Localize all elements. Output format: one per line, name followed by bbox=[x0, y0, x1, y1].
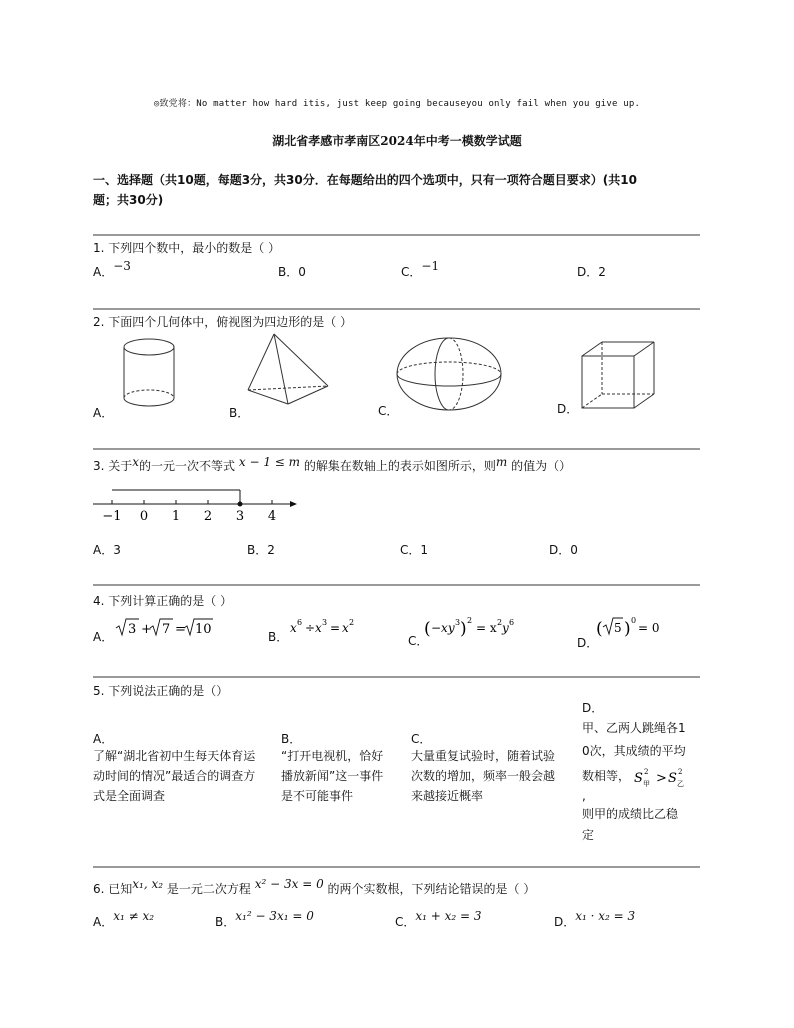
q5-c-label: C． bbox=[411, 732, 432, 746]
svg-text:÷: ÷ bbox=[305, 621, 316, 635]
q2-d-label: D． bbox=[557, 402, 579, 416]
q1-b-label: B． bbox=[278, 265, 299, 279]
q5-b-label: B． bbox=[281, 732, 302, 746]
q5-option-d[interactable] bbox=[582, 699, 702, 845]
q1-option-a[interactable] bbox=[93, 259, 131, 280]
q6-option-a[interactable] bbox=[93, 909, 155, 930]
q3-option-c[interactable] bbox=[400, 541, 428, 558]
q4-option-a-label[interactable]: A． bbox=[93, 630, 114, 644]
q4-a-plus: + bbox=[141, 622, 152, 637]
q5-d-line: 甲、乙两人跳绳各1 bbox=[582, 721, 686, 735]
q3-b-label: B． bbox=[247, 543, 268, 557]
q3-stem-end: 的值为（） bbox=[511, 459, 572, 473]
pyramid-figure bbox=[242, 330, 334, 410]
q4-b-expr: x bbox=[290, 621, 297, 635]
svg-text:2: 2 bbox=[497, 618, 503, 627]
q4-a-eq: = bbox=[175, 622, 186, 637]
q5-b-line: 播放新闻”这一事件 bbox=[281, 769, 384, 783]
q5-d-sub2: 乙 bbox=[676, 779, 684, 788]
q3-option-d[interactable] bbox=[549, 541, 578, 558]
q5-a-line: 式是全面调查 bbox=[93, 789, 166, 803]
q5-option-c[interactable] bbox=[411, 732, 576, 806]
svg-text:2: 2 bbox=[467, 616, 473, 625]
svg-text:0: 0 bbox=[631, 616, 637, 625]
svg-text:=: = bbox=[330, 621, 341, 635]
q1-stem: 1. 下列四个数中，最小的数是（ ） bbox=[93, 241, 281, 255]
section-heading bbox=[93, 170, 703, 210]
q4-option-c bbox=[424, 614, 546, 642]
q3-option-b[interactable] bbox=[247, 541, 275, 558]
number-line-label: 0 bbox=[139, 509, 149, 524]
q5-c-line: 来越接近概率 bbox=[411, 789, 484, 803]
divider bbox=[93, 584, 700, 586]
q3-stem-post: 的解集在数轴上的表示如图所示，则 bbox=[303, 459, 496, 473]
svg-text:(: ( bbox=[424, 619, 431, 639]
motto: ◎致党将：No matter how hard itis, just keep going becauseyou only fail when you give up. bbox=[153, 99, 641, 109]
q5-d-line: 0次，其成绩的平均 bbox=[582, 744, 686, 758]
q1-c-label: C． bbox=[401, 265, 422, 279]
q6-option-c[interactable] bbox=[395, 909, 482, 930]
q4-option-c-label[interactable]: C． bbox=[408, 634, 429, 648]
number-line-label: 4 bbox=[267, 509, 277, 524]
number-line bbox=[90, 480, 305, 525]
q5-a-line: 了解“湖北省初中生每天体育运 bbox=[93, 749, 256, 763]
q6-d-label: D． bbox=[554, 915, 576, 929]
svg-text:2: 2 bbox=[643, 767, 649, 776]
q5-d-line: 数相等， bbox=[582, 769, 631, 783]
svg-text:x: x bbox=[342, 621, 349, 635]
svg-text:y: y bbox=[502, 621, 509, 635]
q6-c-expr: x₁ + x₂ = 3 bbox=[415, 909, 482, 923]
q6-stem-post: 的两个实数根，下列结论错误的是（ ） bbox=[327, 882, 536, 896]
q3-a-label: A． bbox=[93, 543, 114, 557]
q5-d-line: , bbox=[582, 789, 586, 803]
q3-inequality: x − 1 ≤ m bbox=[238, 455, 301, 469]
q4-c-eq: = x bbox=[476, 621, 497, 635]
number-line-label: 2 bbox=[203, 509, 213, 524]
q3-c-value: 1 bbox=[420, 543, 429, 557]
q3-stem-mid: 的一元一次不等式 bbox=[139, 459, 236, 473]
q6-option-b[interactable] bbox=[215, 909, 314, 930]
q3-var-x: x bbox=[132, 455, 140, 469]
q3-a-value: 3 bbox=[113, 543, 121, 557]
divider bbox=[93, 448, 700, 450]
svg-text:3: 3 bbox=[455, 618, 461, 627]
q4-d-eq: = 0 bbox=[638, 621, 660, 635]
q1-option-c[interactable] bbox=[401, 259, 440, 280]
q1-a-label: A． bbox=[93, 265, 114, 279]
q6-c-label: C． bbox=[395, 915, 416, 929]
q4-a-r2: 7 bbox=[162, 622, 171, 637]
svg-text:x: x bbox=[315, 621, 322, 635]
q6-a-expr: x₁ ≠ x₂ bbox=[113, 909, 155, 923]
q2-c-label: C． bbox=[378, 404, 399, 418]
q5-c-line: 次数的增加，频率一般会越 bbox=[411, 769, 556, 783]
svg-text:2: 2 bbox=[349, 618, 355, 627]
q2-stem: 2. 下面四个几何体中，俯视图为四边形的是（ ） bbox=[93, 315, 353, 329]
q2-a-label: A． bbox=[93, 406, 114, 420]
q4-option-d-label[interactable]: D． bbox=[577, 636, 599, 650]
q6-d-expr: x₁ · x₂ = 3 bbox=[575, 909, 636, 923]
q4-stem: 4. 下列计算正确的是（ ） bbox=[93, 594, 233, 608]
q4-a-r3: 10 bbox=[195, 622, 212, 637]
q3-b-value: 2 bbox=[267, 543, 275, 557]
q5-option-a[interactable] bbox=[93, 732, 283, 806]
number-line-label: 1 bbox=[171, 509, 181, 524]
q5-d-sub1: 甲 bbox=[642, 779, 650, 788]
cylinder-figure bbox=[118, 336, 180, 411]
q6-stem-mid: 是一元二次方程 bbox=[166, 882, 251, 896]
q3-c-label: C． bbox=[400, 543, 421, 557]
q5-c-line: 大量重复试验时，随着试验 bbox=[411, 749, 556, 763]
number-line-label: 3 bbox=[235, 509, 245, 524]
q1-c-value: −1 bbox=[421, 259, 440, 273]
q6-stem bbox=[93, 877, 536, 897]
q3-option-a[interactable] bbox=[93, 541, 121, 558]
q4-d-r: 5 bbox=[614, 621, 622, 635]
q6-stem-pre: 6. 已知 bbox=[93, 882, 133, 896]
variance-formula bbox=[634, 765, 704, 789]
q5-d-label: D． bbox=[582, 701, 604, 715]
q5-d-line: 定 bbox=[582, 828, 595, 842]
q6-b-expr: x₁² − 3x₁ = 0 bbox=[235, 909, 314, 923]
q6-roots: x₁, x₂ bbox=[132, 877, 164, 891]
q4-option-d bbox=[596, 614, 666, 642]
q1-d-value: 2 bbox=[598, 265, 606, 279]
svg-text:): ) bbox=[624, 619, 631, 639]
q1-d-label: D． bbox=[577, 265, 599, 279]
svg-text:>: > bbox=[655, 770, 667, 786]
q5-a-label: A． bbox=[93, 732, 114, 746]
q4-a-r1: 3 bbox=[128, 622, 137, 637]
q5-d-line: 则甲的成绩比乙稳 bbox=[582, 807, 679, 821]
q1-option-b[interactable] bbox=[278, 263, 306, 280]
cube-figure bbox=[578, 338, 658, 410]
svg-text:): ) bbox=[460, 619, 467, 639]
divider bbox=[93, 308, 700, 310]
divider bbox=[93, 234, 700, 236]
svg-text:2: 2 bbox=[677, 767, 683, 776]
svg-text:3: 3 bbox=[322, 618, 328, 627]
q2-b-label: B． bbox=[229, 406, 250, 420]
divider bbox=[93, 676, 700, 678]
q1-option-d[interactable] bbox=[577, 263, 606, 280]
page-title: 湖北省孝感市孝南区2024年中考一模数学试题 bbox=[272, 134, 522, 148]
q6-a-label: A． bbox=[93, 915, 114, 929]
q4-option-b-label[interactable]: B． bbox=[268, 630, 289, 644]
section-line-2: 题；共30分) bbox=[93, 193, 164, 207]
svg-text:(: ( bbox=[596, 619, 603, 639]
svg-text:S: S bbox=[667, 770, 677, 786]
svg-text:S: S bbox=[633, 770, 643, 786]
svg-text:6: 6 bbox=[509, 618, 515, 627]
q1-b-value: 0 bbox=[298, 265, 306, 279]
q3-d-value: 0 bbox=[570, 543, 578, 557]
q3-stem bbox=[93, 457, 571, 474]
q5-a-line: 动时间的情况”最适合的调查方 bbox=[93, 769, 256, 783]
q3-var-m: m bbox=[495, 455, 508, 469]
number-line-label: −1 bbox=[102, 509, 122, 524]
divider bbox=[93, 866, 700, 868]
q5-d-formula-line bbox=[582, 763, 702, 789]
q3-d-label: D． bbox=[549, 543, 571, 557]
q2-option-d[interactable] bbox=[557, 400, 578, 417]
q6-equation: x² − 3x = 0 bbox=[254, 877, 324, 891]
q6-b-label: B． bbox=[215, 915, 236, 929]
section-line-1: 一、选择题（共10题，每题3分，共30分．在每题给出的四个选项中，只有一项符合题目要求）(共10 bbox=[93, 173, 637, 187]
q5-stem: 5. 下列说法正确的是（） bbox=[93, 684, 229, 698]
svg-text:−xy: −xy bbox=[431, 621, 455, 635]
q4-option-b bbox=[288, 616, 370, 640]
sphere-figure bbox=[394, 334, 506, 414]
svg-text:6: 6 bbox=[297, 618, 303, 627]
q1-a-value: −3 bbox=[113, 259, 131, 273]
q4-option-a bbox=[115, 616, 215, 640]
q6-option-d[interactable] bbox=[554, 909, 636, 930]
q2-option-a[interactable] bbox=[93, 404, 113, 421]
q5-option-b[interactable] bbox=[281, 732, 411, 806]
q5-b-line: “打开电视机，恰好 bbox=[281, 749, 384, 763]
q5-b-line: 是不可能事件 bbox=[281, 789, 354, 803]
q3-stem-pre: 3. 关于 bbox=[93, 459, 133, 473]
